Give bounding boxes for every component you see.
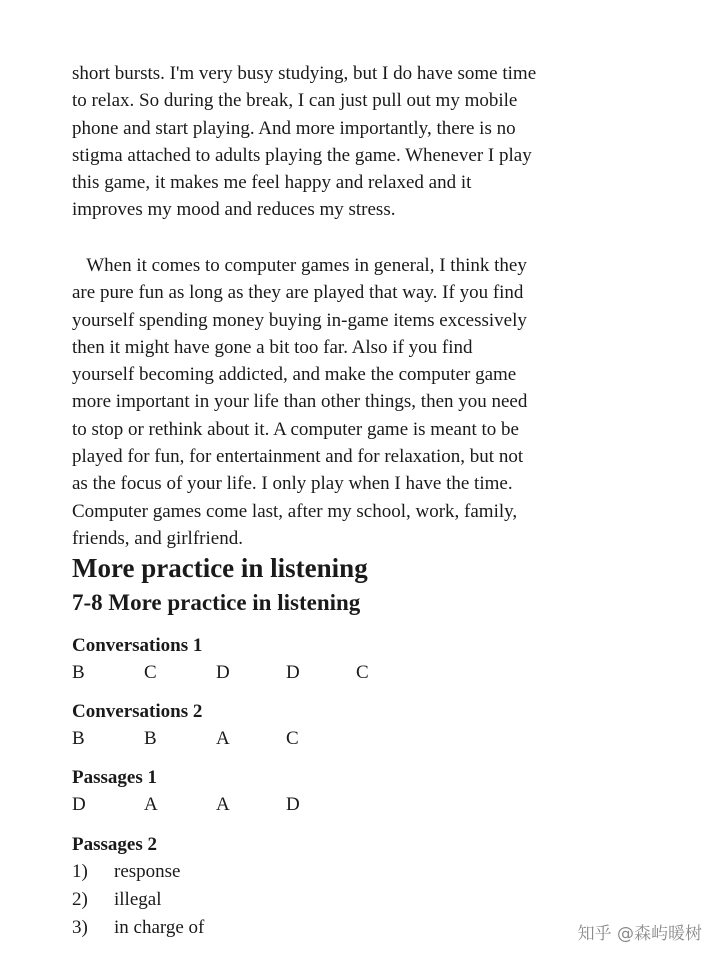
section-title: Conversations 1 (72, 635, 203, 656)
list-item (72, 858, 572, 886)
list-item (72, 914, 572, 942)
item-answer: in charge of (114, 917, 205, 938)
section-title: Passages 2 (72, 834, 157, 855)
answer-letter: B (72, 662, 85, 683)
answer-letter: C (356, 662, 369, 683)
list-item (72, 886, 572, 914)
answer-row (72, 725, 572, 753)
item-answer: illegal (114, 889, 162, 910)
item-number: 3) (72, 917, 88, 938)
answer-letter: D (286, 662, 300, 683)
paragraph-line: to relax. So during the break, I can just pull out my mobile (72, 90, 518, 112)
answer-letter: B (144, 728, 157, 749)
paragraph-line: improves my mood and reduces my stress. (72, 199, 396, 221)
answer-letter: C (144, 662, 157, 683)
subsection-heading: 7-8 More practice in listening (72, 590, 361, 615)
section-title: Conversations 2 (72, 701, 203, 722)
body-paragraph-2 (72, 252, 652, 552)
paragraph-line: yourself spending money buying in-game items excessively (72, 309, 527, 331)
paragraph-line: this game, it makes me feel happy and relaxed and it (72, 172, 472, 194)
answer-letter: A (216, 794, 230, 815)
answer-row (72, 659, 572, 687)
conversations-2-section (72, 699, 572, 753)
paragraph-line: more important in your life than other things, then you need (72, 391, 528, 413)
paragraph-line: as the focus of your life. I only play when I have the time. (72, 473, 513, 495)
paragraph-line: Computer games come last, after my school, work, family, (72, 500, 518, 522)
item-number: 2) (72, 889, 88, 910)
paragraph-line: are pure fun as long as they are played that way. If you find (72, 282, 524, 304)
paragraph-line: When it comes to computer games in general, I think they (72, 255, 527, 276)
fill-in-list (72, 858, 572, 942)
paragraph-line: to stop or rethink about it. A computer game is meant to be (72, 418, 519, 440)
section-title: Passages 1 (72, 767, 157, 788)
answer-letter: A (216, 728, 230, 749)
section-heading: More practice in listening (72, 553, 368, 583)
paragraph-line: yourself becoming addicted, and make the computer game (72, 364, 517, 386)
paragraph-line: then it might have gone a bit too far. Also if you find (72, 336, 473, 358)
answer-letter: D (216, 662, 230, 683)
answer-letter: A (144, 794, 158, 815)
paragraph-line: friends, and girlfriend. (72, 527, 243, 549)
answer-letter: D (72, 794, 86, 815)
answer-letter: C (286, 728, 299, 749)
paragraph-line: played for fun, for entertainment and for relaxation, but not (72, 446, 524, 468)
conversations-1-section (72, 633, 572, 687)
paragraph-line: phone and start playing. And more importantly, there is no (72, 117, 516, 139)
answer-letter: D (286, 794, 300, 815)
passages-1-section (72, 765, 572, 819)
answer-row (72, 791, 572, 819)
watermark: 知乎 @森屿暖树 (577, 924, 702, 944)
body-paragraph-1 (72, 60, 652, 224)
item-number: 1) (72, 861, 88, 882)
item-answer: response (114, 861, 181, 882)
paragraph-line: stigma attached to adults playing the game. Whenever I play (72, 144, 532, 166)
passages-2-section (72, 832, 572, 942)
answer-letter: B (72, 728, 85, 749)
paragraph-line: short bursts. I'm very busy studying, but I do have some time (72, 63, 537, 84)
